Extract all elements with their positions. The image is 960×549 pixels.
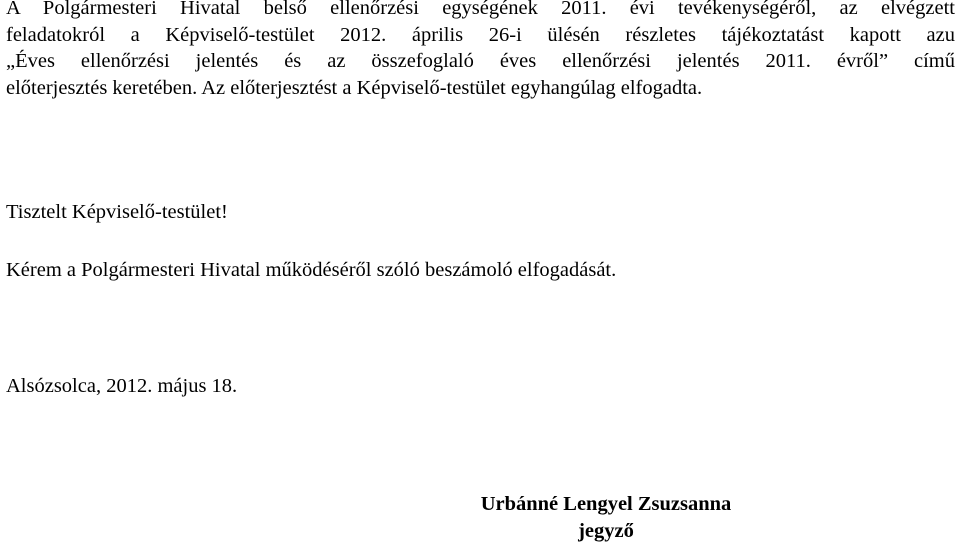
intro-line-3: „Éves ellenőrzési jelentés és az összefoglaló éves ellenőrzési jelentés 2011. évről” című (6, 50, 955, 73)
intro-line-4: előterjesztés keretében. Az előterjesztést a Képviselő-testület egyhangúlag elfogadta. (6, 76, 703, 99)
request-sentence: Kérem a Polgármesteri Hivatal működéséről szóló beszámoló elfogadását. (6, 259, 617, 281)
place-and-date: Alsózsolca, 2012. május 18. (6, 375, 238, 397)
signer-title: jegyző (578, 520, 634, 542)
intro-paragraph (6, 0, 955, 101)
signer-name: Urbánné Lengyel Zsuzsanna (480, 493, 732, 515)
intro-line-1: A Polgármesteri Hivatal belső ellenőrzési egységének 2011. évi tevékenységéről, az elvégzett (6, 0, 955, 19)
intro-line-2: feladatokról a Képviselő-testület 2012. április 26-i ülésén részletes tájékoztatást kapott azu (6, 23, 955, 46)
salutation: Tisztelt Képviselő-testület! (6, 201, 228, 223)
